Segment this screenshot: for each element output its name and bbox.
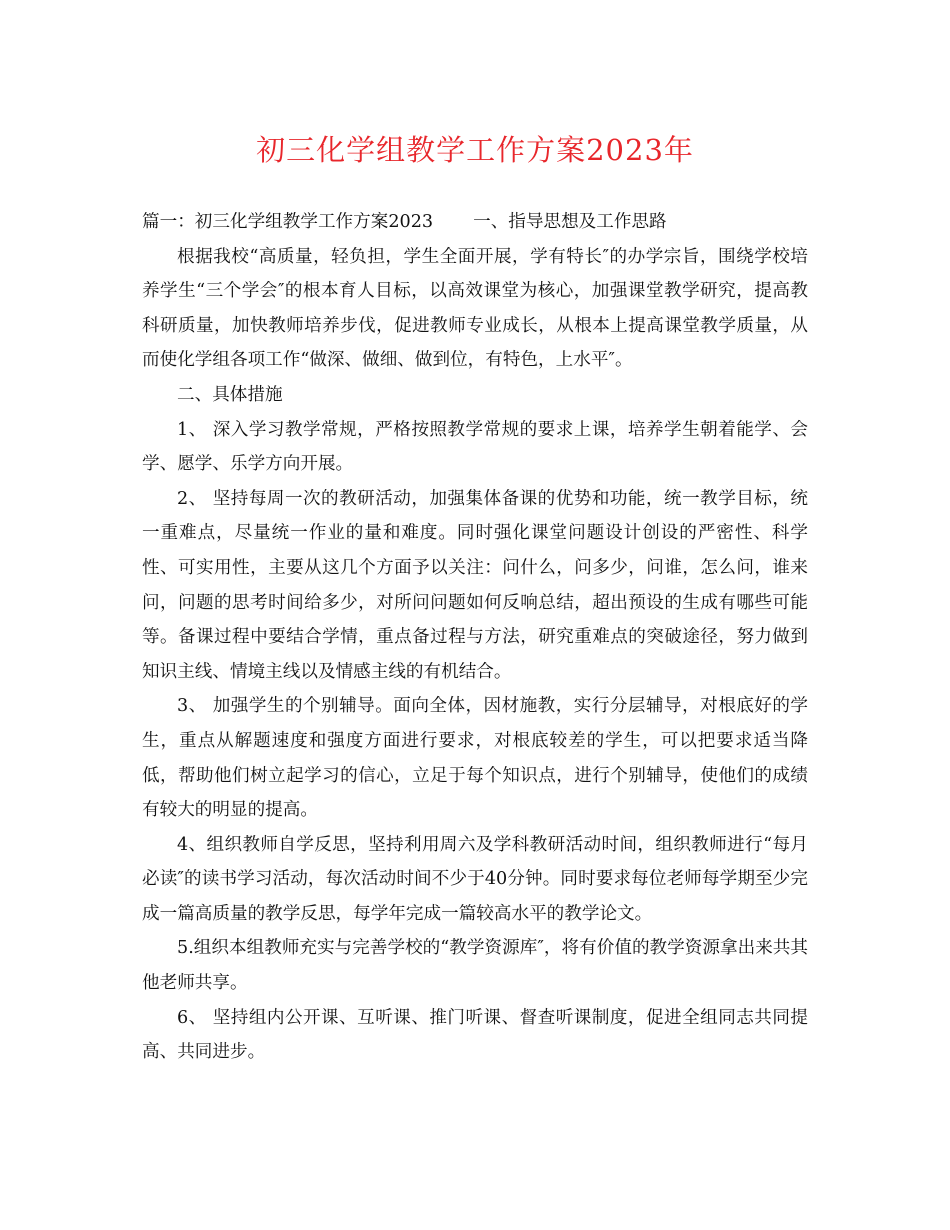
paragraph-measure-5: 5.组织本组教师充实与完善学校的“教学资源库″，将有价值的教学资源拿出来共其他老师共享。: [142, 938, 808, 994]
paragraph-measure-1: 1、 深入学习教学常规，严格按照教学常规的要求上课，培养学生朝着能学、会学、愿学、乐学方向开展。: [142, 419, 808, 475]
paragraph-measure-3: 3、 加强学生的个别辅导。面向全体，因材施教，实行分层辅导，对根底好的学生，重点从解题速度和强度方面进行要求，对根底较差的学生，可以把要求适当降低，帮助他们树立起学习的信心，立足于每个知识点，进行个别辅导，使他们的成绩有较大的明显的提高。: [142, 696, 808, 821]
intro-left: 篇一：初三化学组教学工作方案2023: [142, 212, 434, 232]
intro-right: 一、指导思想及工作思路: [473, 212, 667, 232]
paragraph-measure-4: 4、组织教师自学反思，坚持利用周六及学科教研活动时间，组织教师进行“每月必读″的读书学习活动，每次活动时间不少于40分钟。同时要求每位老师每学期至少完成一篇高质量的教学反思，每学年完成一篇较高水平的教学论文。: [142, 834, 808, 924]
section-heading-measures: 二、具体措施: [177, 384, 283, 405]
document-title: 初三化学组教学工作方案2023年: [256, 133, 694, 167]
paragraph-measure-2: 2、 坚持每周一次的教研活动，加强集体备课的优势和功能，统一教学目标，统一重难点，尽量统一作业的量和难度。同时强化课堂问题设计创设的严密性、科学性、可实用性，主要从这几个方面予以关注：问什么，问多少，问谁，怎么问，谁来问，问题的思考时间给多少，对所问问题如何反响总结，超出预设的生成有哪些可能等。备课过程中要结合学情，重点备过程与方法，研究重难点的突破途径，努力做到知识主线、情境主线以及情感主线的有机结合。: [142, 488, 808, 682]
paragraph-measure-6: 6、 坚持组内公开课、互听课、推门听课、督查听课制度，促进全组同志共同提高、共同进步。: [142, 1007, 808, 1063]
document-body: [142, 205, 808, 1070]
intro-line: [142, 205, 808, 240]
paragraph-guiding-thought: 根据我校“高质量，轻负担，学生全面开展，学有特长″的办学宗旨，围绕学校培养学生“三个学会″的根本育人目标，以高效课堂为核心，加强课堂教学研究，提高教科研质量，加快教师培养步伐，促进教师专业成长，从根本上提高课堂教学质量，从而使化学组各项工作“做深、做细、做到位，有特色，上水平″。: [142, 246, 808, 371]
